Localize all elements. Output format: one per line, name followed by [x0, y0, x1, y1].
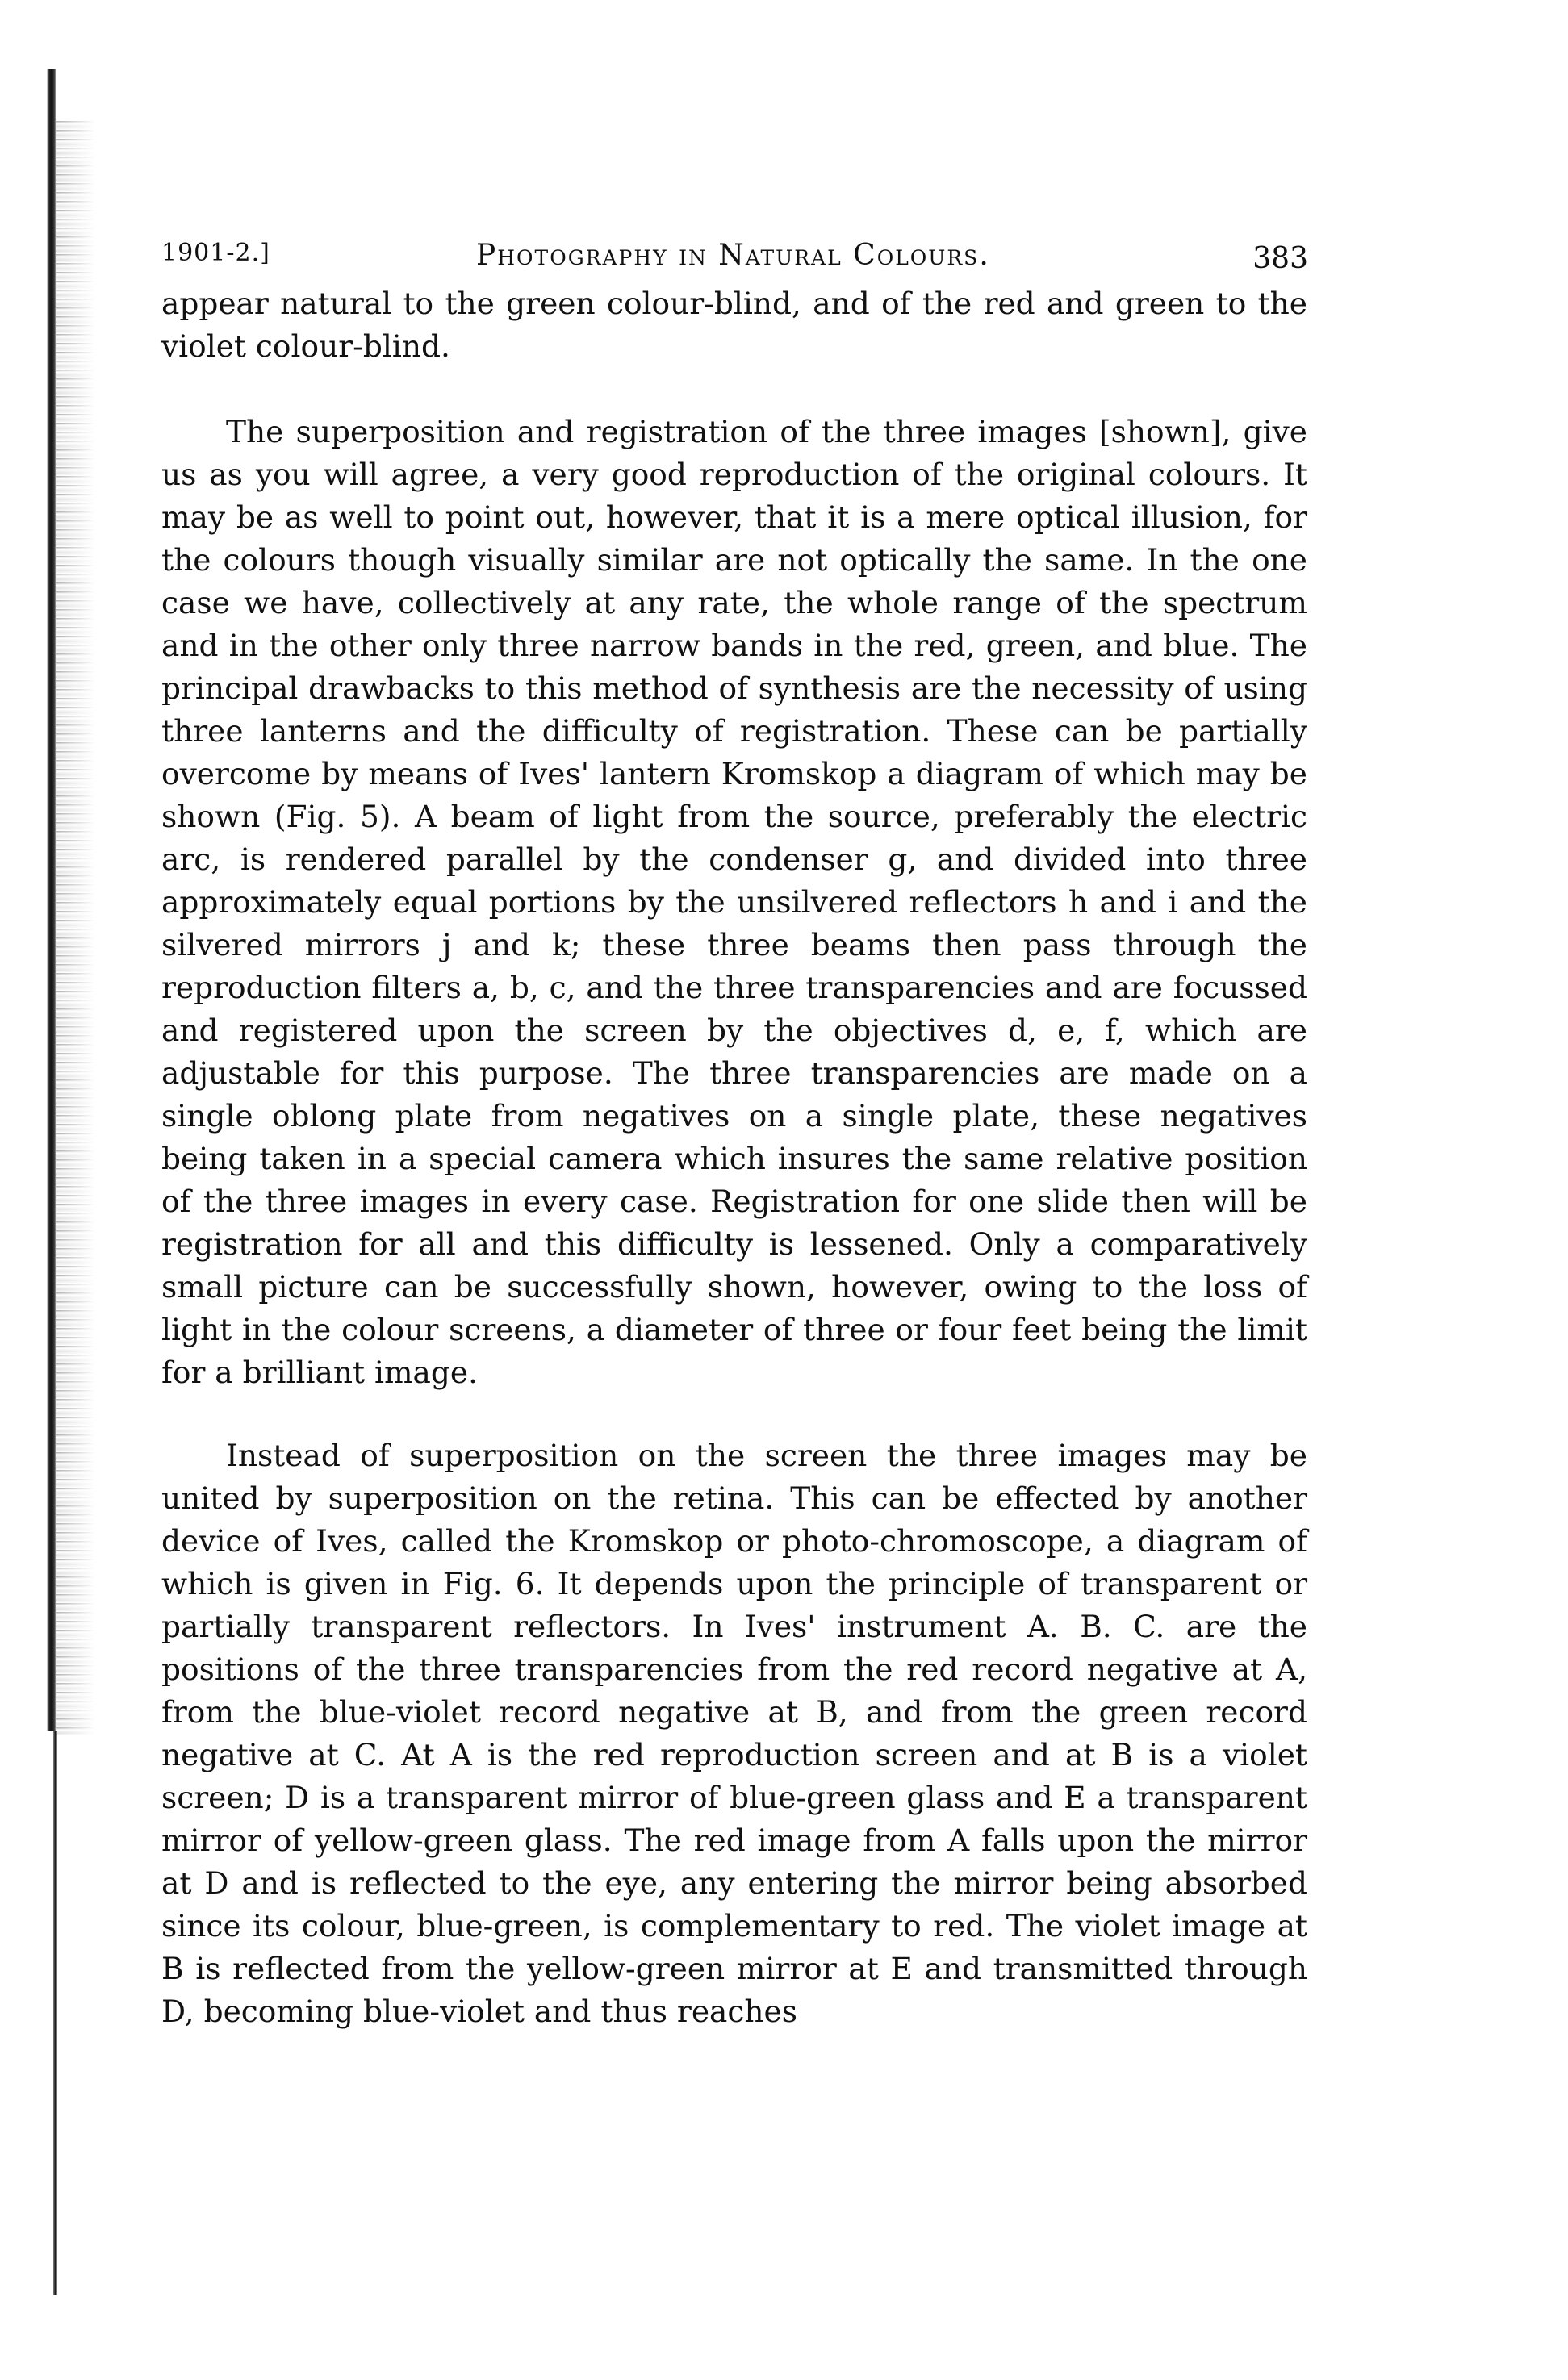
- header-running-title: Photography in Natural Colours.: [476, 239, 990, 272]
- paragraph-retina-superposition: Instead of superposition on the screen the three images may be united by superposition on the retina. This can be effected by another device of Ives, called the Kromskop or photo-chromoscope, a diagram of which is given in Fig. 6. It depends upon the principle of transparent or partially transparent reflectors. In Ives' instrument A. B. C. are the positions of the three transparencies from the red record negative at A, from the blue-violet record negative at B, and from the green record negative at C. At A is the red reproduction screen and at B is a violet screen; D is a transparent mirror of blue-green glass and E a transparent mirror of yellow-green glass. The red image from A falls upon the mirror at D and is reflected to the eye, any entering the mirror being absorbed since its colour, blue-green, is complementary to red. The violet image at B is reflected from the yellow-green mirror at E and transmitted through D, becoming blue-violet and thus reaches: [161, 1438, 1307, 2029]
- header-date-range: 1901-2.]: [161, 239, 270, 267]
- running-header: [161, 239, 1307, 287]
- paragraph-superposition-registration: The superposition and registration of the three images [shown], give us as you will agree, a very good reproduction of the original colours. It may be as well to point out, however, that it is a mere optical illusion, for the colours though visually similar are not optically the same. In the one case we have, collectively at any rate, the whole range of the spectrum and in the other only three narrow bands in the red, green, and blue. The principal drawbacks to this method of synthesis are the necessity of using three lanterns and the difficulty of registration. These can be partially overcome by means of Ives' lantern Kromskop a diagram of which may be shown (Fig. 5). A beam of light from the source, preferably the electric arc, is rendered parallel by the condenser g, and divided into three approximately equal portions by the unsilvered reflectors h and i and the silvered mirrors j and k; these three beams then pass through the reproduction filters a, b, c, and the three transparencies and are focussed and registered upon the screen by the objectives d, e, f, which are adjustable for this purpose. The three transparencies are made on a single oblong plate from negatives on a single plate, these negatives being taken in a special camera which insures the same relative position of the three images in every case. Registration for one slide then will be registration for all and this difficulty is lessened. Only a comparatively small picture can be successfully shown, however, owing to the loss of light in the colour screens, a diameter of three or four feet being the limit for a brilliant image.: [161, 414, 1307, 1390]
- binding-shadow: [47, 69, 56, 1731]
- header-page-number: 383: [1252, 242, 1308, 275]
- body-text: [161, 282, 1307, 2033]
- paragraph-continuation: appear natural to the green colour-blind, and of the red and green to the violet colour-blind.: [161, 286, 1307, 364]
- binding-texture: [56, 121, 95, 1735]
- binding-shadow-lower: [53, 1731, 57, 2295]
